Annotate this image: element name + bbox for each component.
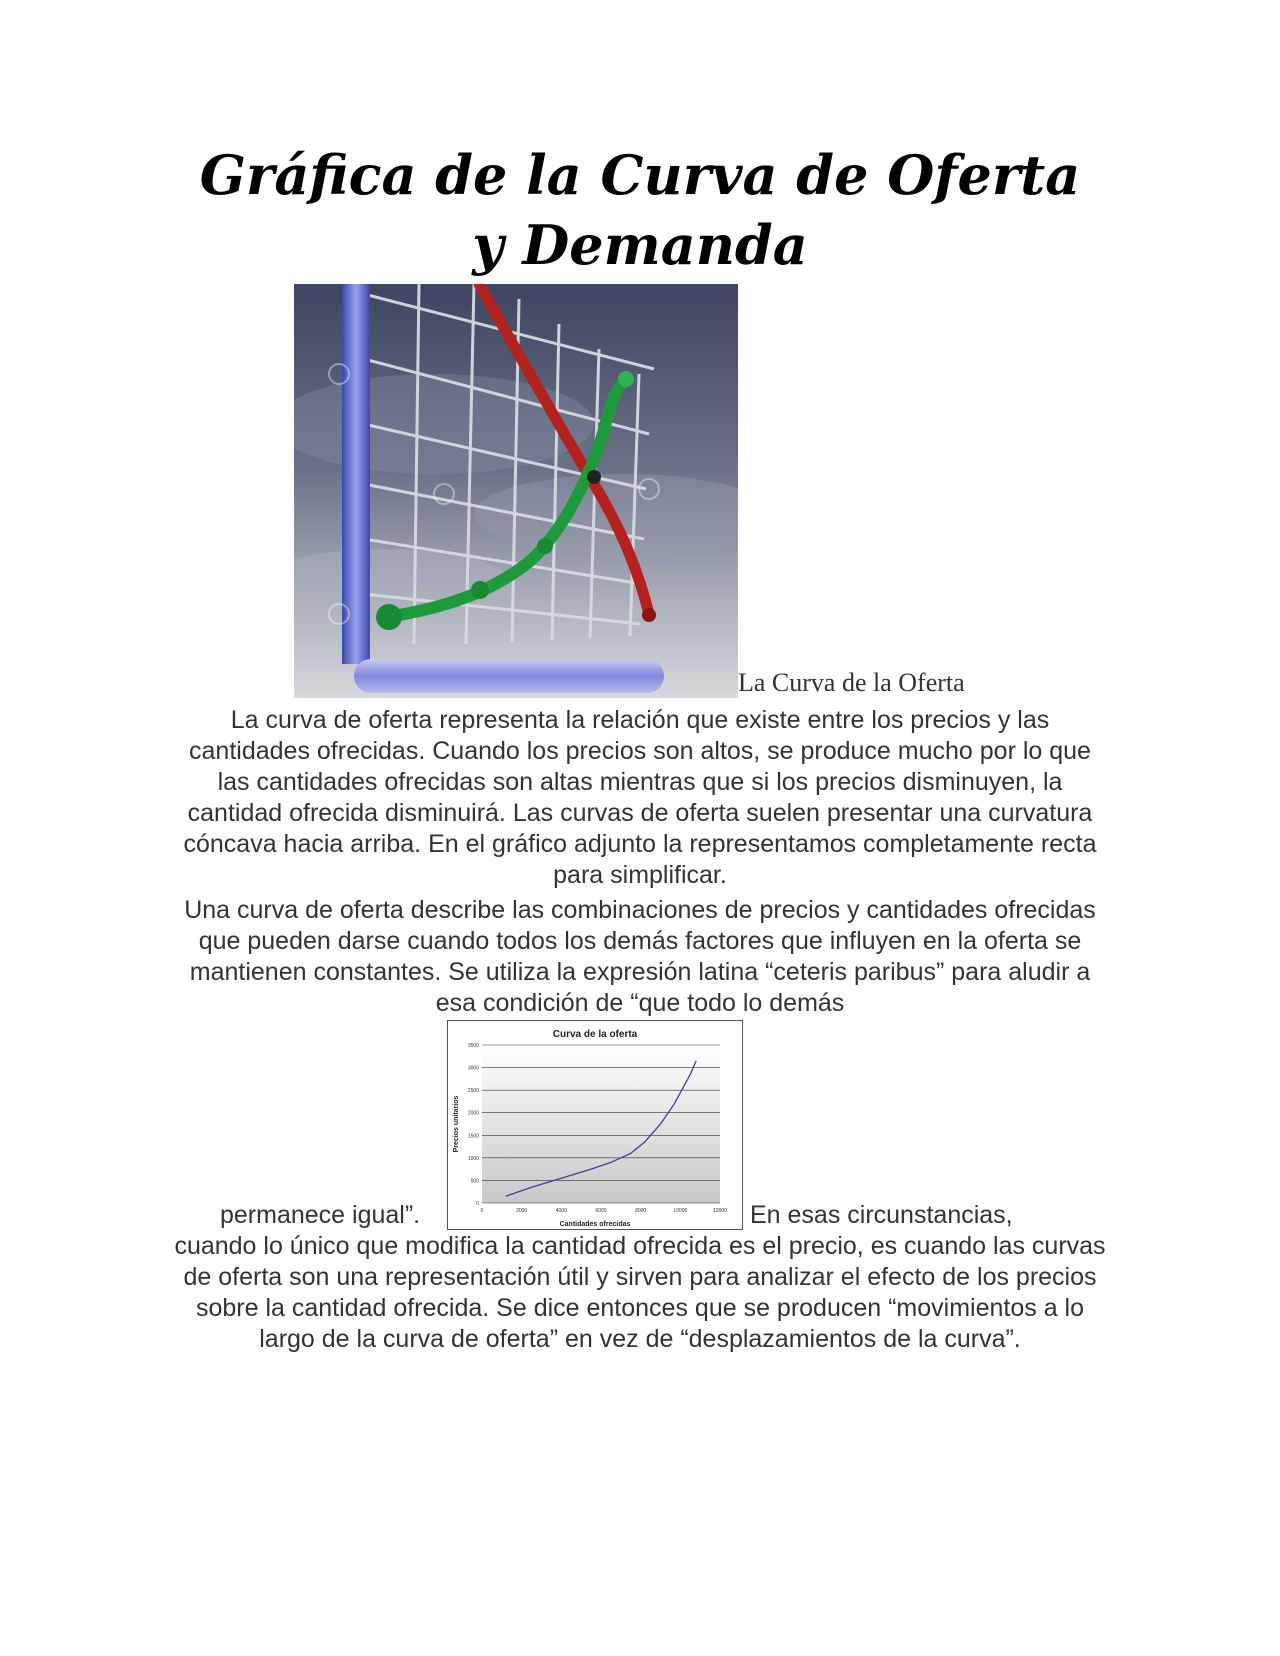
paragraph-2-inline-after: En esas circunstancias, bbox=[750, 1201, 1013, 1229]
paragraph-1: La curva de oferta representa la relación que existe entre los precios y las cantidades ofrecidas. Cuando los precios son altos, se produce mucho por lo que las cantidades ofrecidas son altas mientras que si los precios disminuyen, la cantidad ofrecida disminuirá. Las curvas de oferta suelen presentar una curvatura cóncava hacia arriba. En el gráfico adjunto la representamos completamente recta para simplificar. bbox=[183, 706, 1097, 889]
chart-y-tick-label: 2000 bbox=[467, 1110, 479, 1117]
chart-x-tick-label: 2000 bbox=[516, 1208, 528, 1214]
chart-y-tick-label: 1000 bbox=[467, 1155, 479, 1162]
chart-y-tick-label: 3000 bbox=[467, 1065, 479, 1072]
chart-x-tick-label: 0 bbox=[480, 1208, 484, 1214]
paragraph-2-start: Una curva de oferta describe las combinaciones de precios y cantidades ofrecidas que pueden darse cuando todos los demás factores que influyen en la oferta se mantienen constantes. Se utiliza la expresión latina “ceteris paribus” para aludir a esa condición de “que todo lo demás bbox=[184, 896, 1096, 1017]
chart-title: Curva de la oferta bbox=[552, 1029, 638, 1040]
chart-plot-area bbox=[482, 1045, 720, 1203]
chart-x-label: Cantidades ofrecidas bbox=[559, 1221, 631, 1228]
page-title bbox=[140, 140, 1140, 280]
image-caption: La Curva de la Oferta bbox=[738, 668, 965, 697]
chart-y-tick-label: 3500 bbox=[467, 1043, 479, 1049]
chart-x-tick-label: 10000 bbox=[673, 1208, 688, 1214]
paragraph-2-inline-before: permanece igual”. bbox=[220, 1201, 421, 1229]
chart-x-tick-label: 8000 bbox=[635, 1208, 647, 1214]
chart-y-tick-label: 500 bbox=[470, 1178, 479, 1185]
title-line-1: Gráfica de la Curva de Oferta bbox=[199, 143, 1081, 207]
paragraph-3: cuando lo único que modifica la cantidad ofrecida es el precio, es cuando las curvas de oferta son una representación útil y sirven para analizar el efecto de los precios sobre la cantidad ofrecida. Se dice entonces que se producen “movimientos a lo largo de la curva de oferta” en vez de “desplazamientos de la curva”. bbox=[174, 1232, 1106, 1353]
supply-curve-chart bbox=[447, 1020, 743, 1230]
title-line-2: y Demanda bbox=[472, 213, 808, 277]
chart-y-tick-label: 0 bbox=[476, 1201, 479, 1207]
chart-x-tick-label: 12000 bbox=[713, 1208, 727, 1214]
chart-y-label: Precios unitarios bbox=[453, 1095, 460, 1153]
chart-y-tick-label: 2500 bbox=[467, 1088, 479, 1095]
chart-x-tick-label: 4000 bbox=[555, 1208, 567, 1214]
chart-y-tick-label: 1500 bbox=[467, 1133, 479, 1140]
supply-demand-3d-image bbox=[294, 284, 738, 698]
chart-x-tick-label: 6000 bbox=[595, 1208, 607, 1214]
